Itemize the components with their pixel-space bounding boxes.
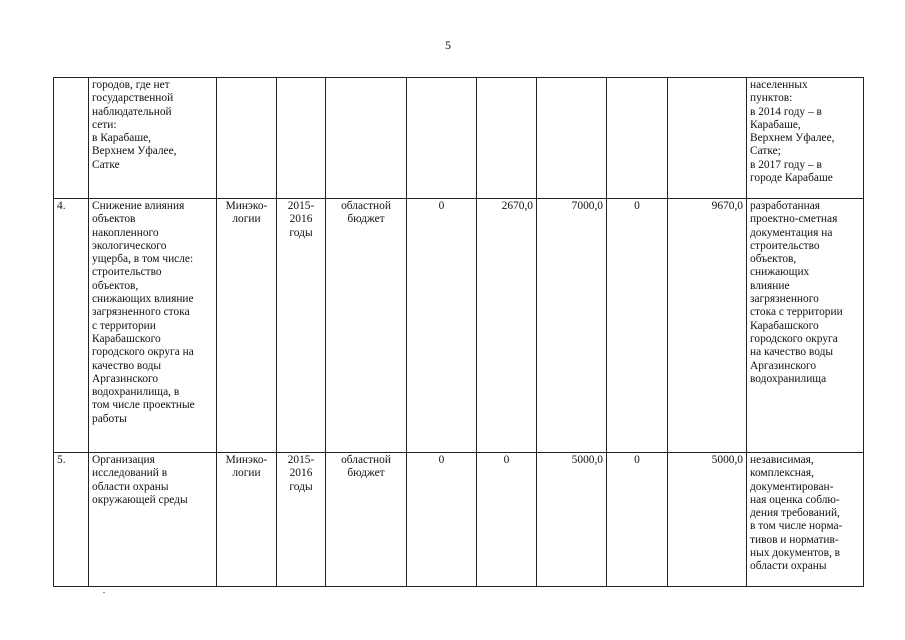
period-cell <box>277 78 326 199</box>
total-amount-cell <box>668 78 747 199</box>
executor-cell <box>217 78 277 199</box>
amount-cell: 0 <box>407 453 477 587</box>
scan-speck <box>103 592 105 593</box>
expected-result-cell: населенных пунктов: в 2014 году – в Карабаше, Верхнем Уфалее, Сатке; в 2017 году – в городе Карабаше <box>747 78 864 199</box>
activity-cell: городов, где нет государственной наблюдательной сети: в Карабаше, Верхнем Уфалее, Сатке <box>89 78 217 199</box>
executor-cell: Минэко- логии <box>217 199 277 453</box>
amount-cell <box>537 78 607 199</box>
funding-source-cell: областной бюджет <box>326 199 407 453</box>
executor-cell: Минэко- логии <box>217 453 277 587</box>
activity-cell: Организация исследований в области охраны окружающей среды <box>89 453 217 587</box>
amount-cell: 0 <box>607 199 668 453</box>
page-number: 5 <box>445 38 451 52</box>
activity-cell: Снижение влияния объектов накопленного экологического ущерба, в том числе: строительство объектов, снижающих влияние загрязненного стока с территории Карабашского городского округа на качество воды Аргазинского водохранилища, в том числе проектные работы <box>89 199 217 453</box>
row-number: 5. <box>54 453 89 587</box>
program-activities-table <box>53 77 864 587</box>
row-number <box>54 78 89 199</box>
funding-source-cell <box>326 78 407 199</box>
table-row <box>54 453 864 587</box>
total-amount-cell: 5000,0 <box>668 453 747 587</box>
period-cell: 2015- 2016 годы <box>277 453 326 587</box>
expected-result-cell: независимая, комплексная, документирован- ная оценка соблю- дения требований, в том числе норма- тивов и норматив- ных документов, в области охраны <box>747 453 864 587</box>
amount-cell: 0 <box>477 453 537 587</box>
amount-cell: 0 <box>407 199 477 453</box>
amount-cell <box>607 78 668 199</box>
amount-cell <box>477 78 537 199</box>
amount-cell: 0 <box>607 453 668 587</box>
expected-result-cell: разработанная проектно-сметная документация на строительство объектов, снижающих влияние загрязненного стока с территории Карабашского городского округа на качество воды Аргазинского водохранилища <box>747 199 864 453</box>
funding-source-cell: областной бюджет <box>326 453 407 587</box>
row-number: 4. <box>54 199 89 453</box>
amount-cell: 2670,0 <box>477 199 537 453</box>
amount-cell: 5000,0 <box>537 453 607 587</box>
table-row <box>54 199 864 453</box>
total-amount-cell: 9670,0 <box>668 199 747 453</box>
period-cell: 2015- 2016 годы <box>277 199 326 453</box>
table-row <box>54 78 864 199</box>
amount-cell: 7000,0 <box>537 199 607 453</box>
amount-cell <box>407 78 477 199</box>
